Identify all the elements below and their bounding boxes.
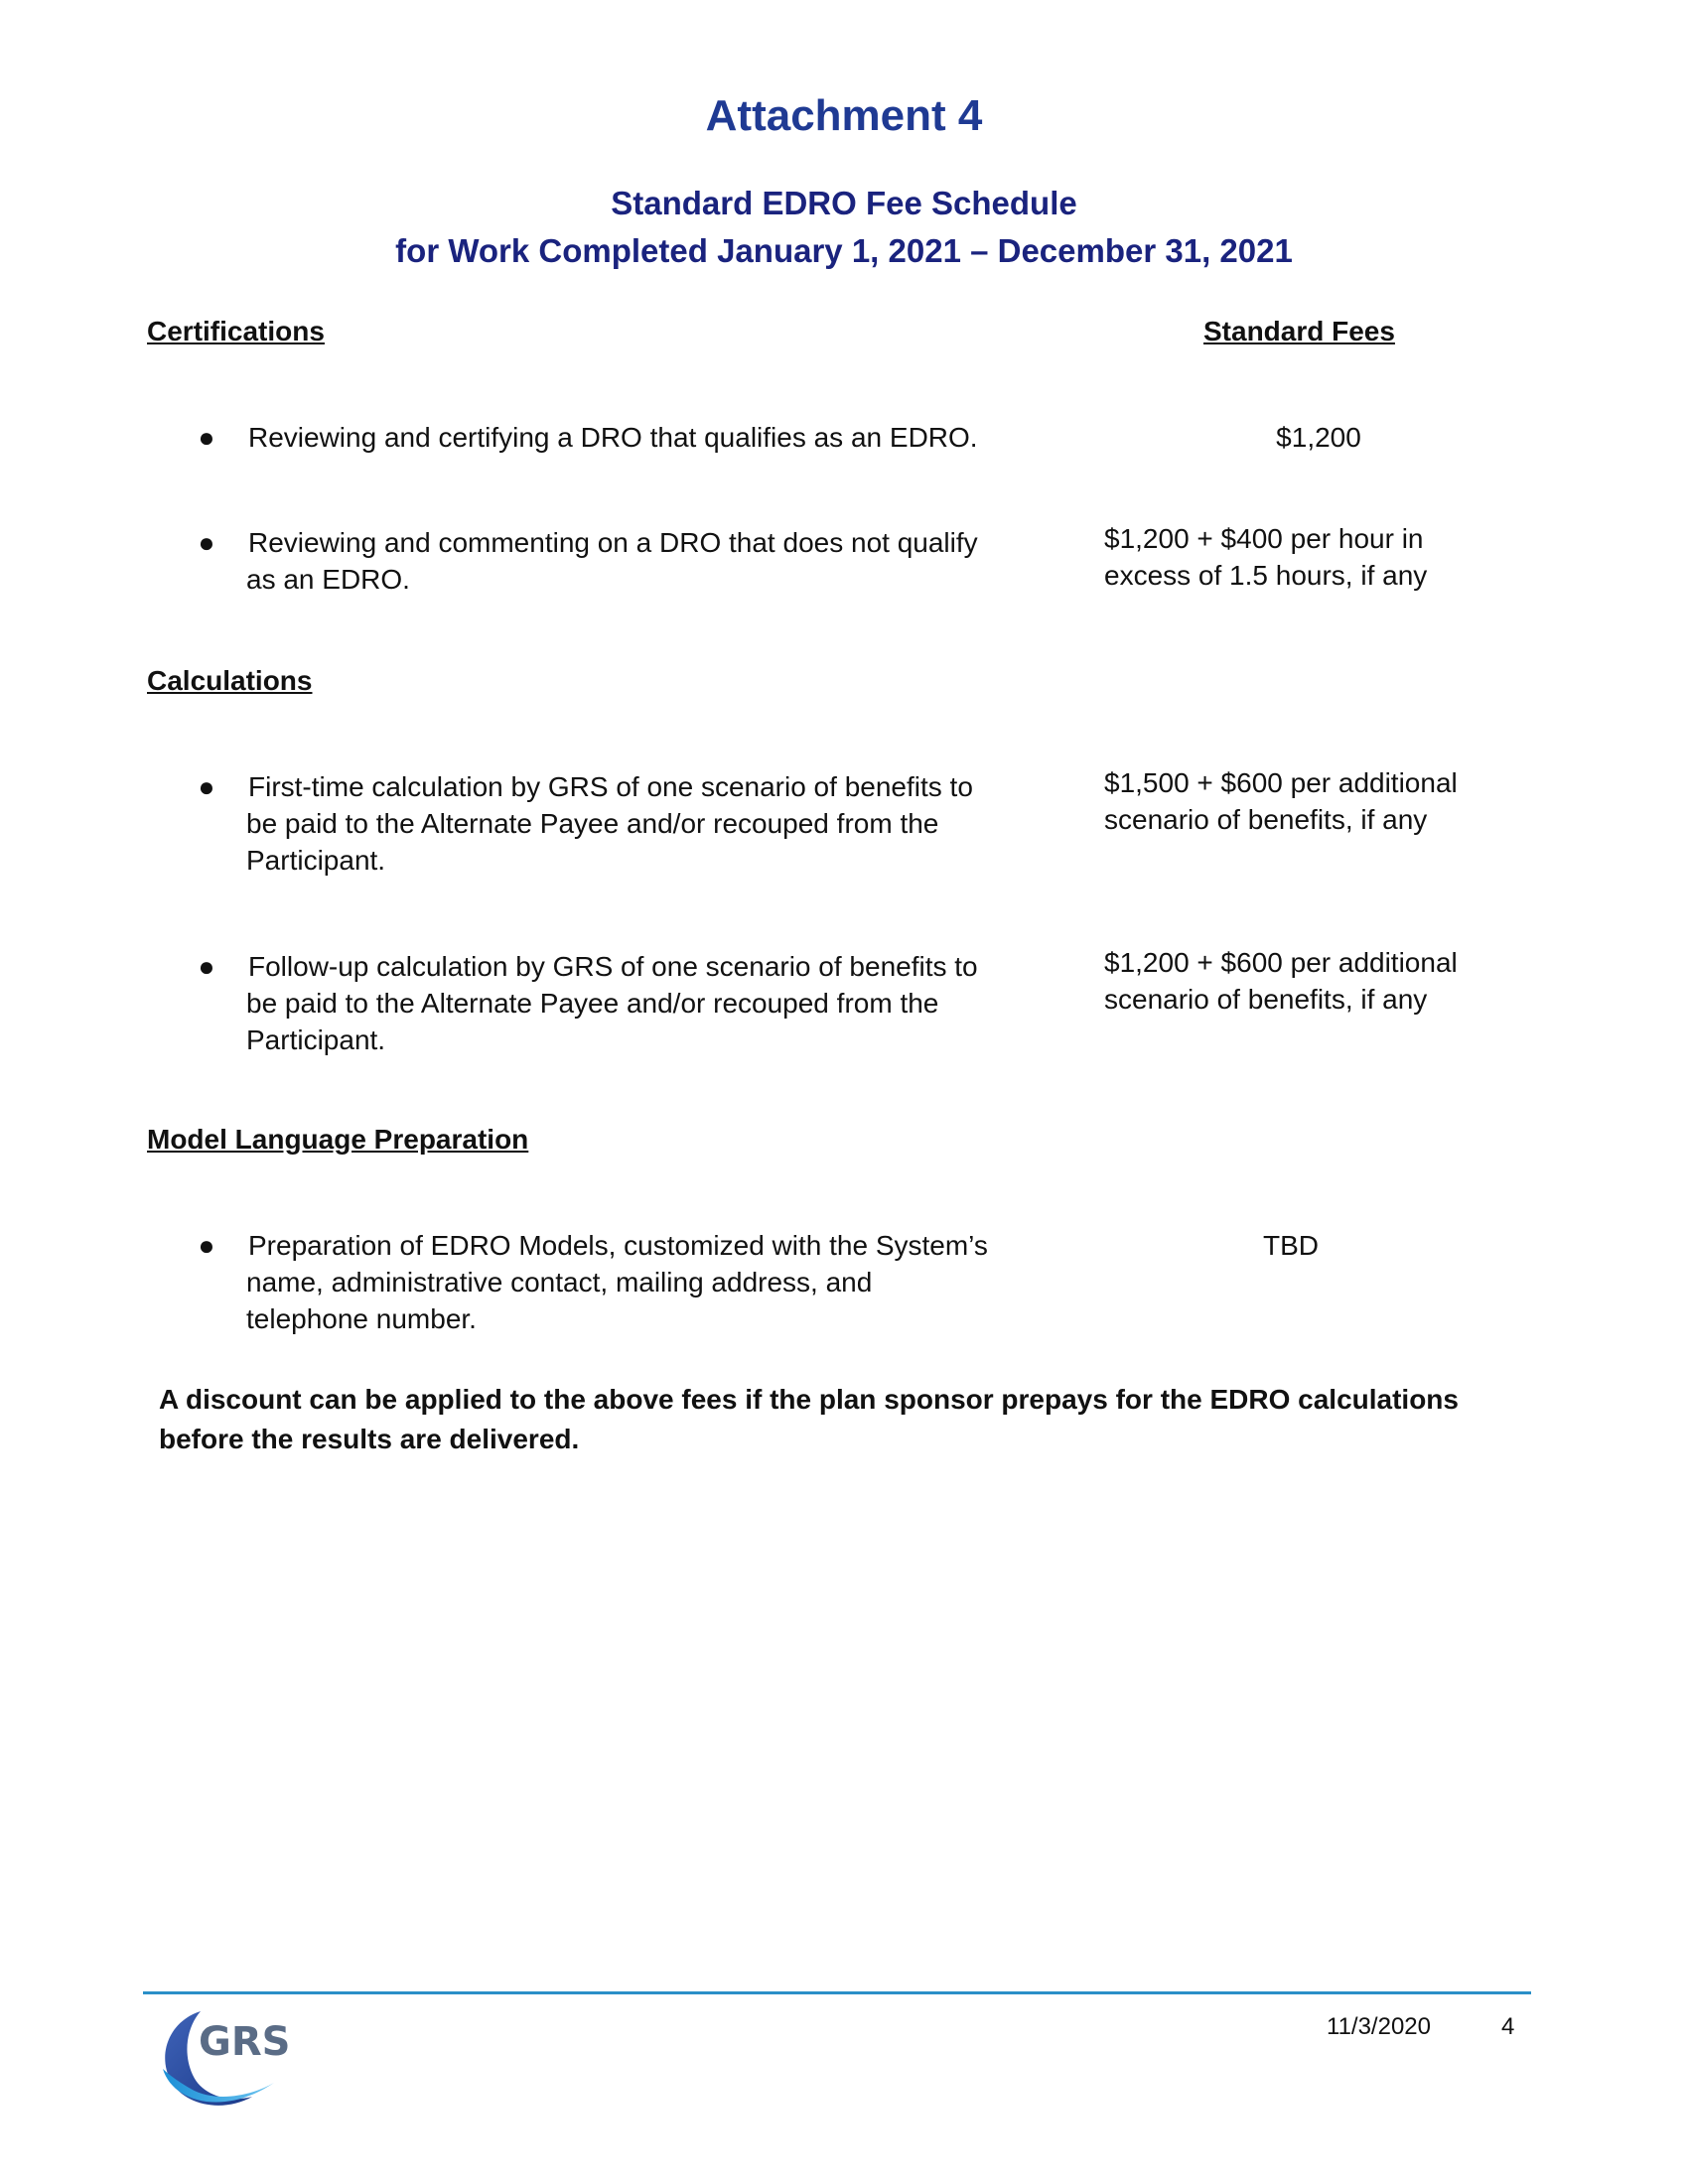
item-line: Preparation of EDRO Models, customized with the System’s <box>248 1230 988 1261</box>
note-line: A discount can be applied to the above fees if the plan sponsor prepays for the EDRO calculations <box>159 1384 1459 1415</box>
bullet-icon: ● <box>198 1230 215 1261</box>
fee-line: $1,200 <box>1276 422 1361 453</box>
page-subtitle-line-2: for Work Completed January 1, 2021 – December 31, 2021 <box>395 232 1293 269</box>
page-subtitle-line-1: Standard EDRO Fee Schedule <box>611 185 1077 221</box>
item-line: Participant. <box>246 845 386 876</box>
page-title: Attachment 4 <box>705 91 983 140</box>
fee-line: TBD <box>1263 1230 1319 1261</box>
item-line: be paid to the Alternate Payee and/or recouped from the <box>246 808 939 839</box>
fee-line: excess of 1.5 hours, if any <box>1104 560 1428 591</box>
item-fee <box>1104 944 1501 1018</box>
item-line: telephone number. <box>246 1303 477 1334</box>
item-fee <box>1120 419 1517 456</box>
item-line: Reviewing and certifying a DRO that qualifies as an EDRO. <box>248 422 978 453</box>
item-description <box>246 1227 1041 1337</box>
item-line: name, administrative contact, mailing address, and <box>246 1267 873 1297</box>
section-heading-model-language-preparation: Model Language Preparation <box>147 1124 529 1155</box>
item-fee <box>1104 520 1501 594</box>
item-line: as an EDRO. <box>246 564 410 595</box>
item-description <box>246 948 1041 1058</box>
grs-logo <box>155 2007 304 2113</box>
item-description <box>246 524 1041 598</box>
standard-fees-heading: Standard Fees <box>1203 316 1395 346</box>
item-line: be paid to the Alternate Payee and/or recouped from the <box>246 988 939 1019</box>
footer-date: 11/3/2020 <box>1327 2013 1431 2040</box>
item-line: Participant. <box>246 1024 386 1055</box>
item-line: Reviewing and commenting on a DRO that does not qualify <box>248 527 978 558</box>
item-line: First-time calculation by GRS of one scenario of benefits to <box>248 771 973 802</box>
item-fee <box>1104 764 1501 838</box>
section-heading-calculations: Calculations <box>147 665 313 696</box>
item-description <box>246 768 1041 879</box>
bullet-icon: ● <box>198 771 215 802</box>
logo-text: GRS <box>199 2019 291 2065</box>
bullet-icon: ● <box>198 527 215 558</box>
item-fee <box>1092 1227 1489 1264</box>
fee-line: scenario of benefits, if any <box>1104 984 1428 1015</box>
fee-line: $1,200 + $400 per hour in <box>1104 523 1424 554</box>
discount-note <box>159 1380 1549 1459</box>
note-line: before the results are delivered. <box>159 1424 580 1454</box>
bullet-icon: ● <box>198 951 215 982</box>
item-line: Follow-up calculation by GRS of one scenario of benefits to <box>248 951 978 982</box>
fee-line: scenario of benefits, if any <box>1104 804 1428 835</box>
section-heading-certifications: Certifications <box>147 316 325 346</box>
fee-line: $1,500 + $600 per additional <box>1104 767 1458 798</box>
item-description <box>246 419 1041 456</box>
footer-divider <box>143 1991 1531 1994</box>
fee-line: $1,200 + $600 per additional <box>1104 947 1458 978</box>
page-number: 4 <box>1501 2013 1515 2040</box>
bullet-icon: ● <box>198 422 215 453</box>
